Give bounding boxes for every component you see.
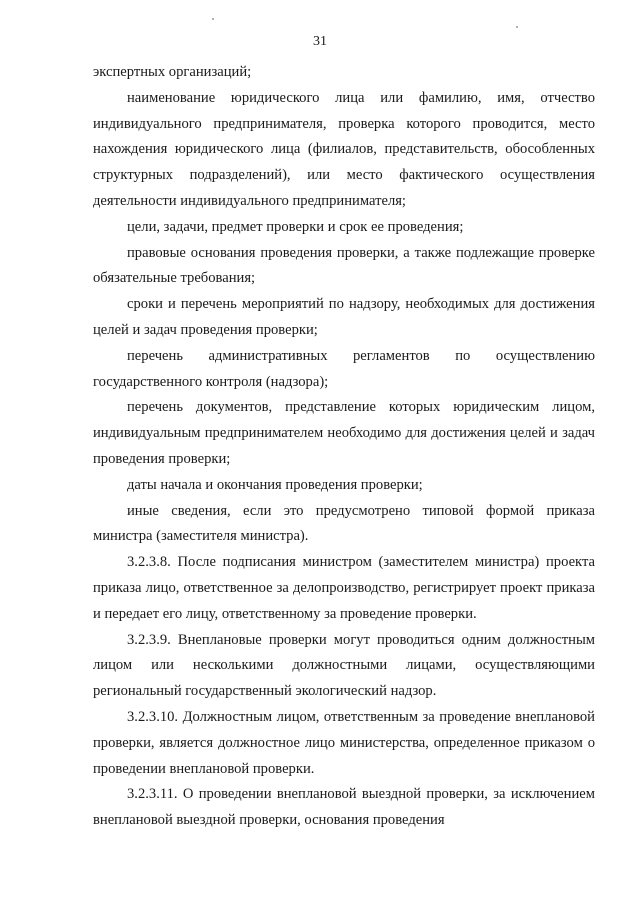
- paragraph: экспертных организаций;: [93, 64, 252, 80]
- paragraph: наименование юридического лица или фамилию, имя, отчество индивидуального предпринимателя, проверка которого проводится, место нахождения юридического лица (филиалов, представительств, обособленных структурных подразделений), или место фактического осуществления деятельности индивидуального предпринимателя;: [93, 89, 595, 209]
- paragraph: 3.2.3.10. Должностным лицом, ответственным за проведение внеплановой проверки, является должностное лицо министерства, определенное приказом о проведении внеплановой проверки.: [93, 708, 595, 777]
- paragraph: 3.2.3.8. После подписания министром (заместителем министра) проекта приказа лицо, ответственное за делопроизводство, регистрирует проект приказа и передает его лицу, ответственному за проведение проверки.: [93, 554, 595, 622]
- paragraph: иные сведения, если это предусмотрено типовой формой приказа министра (заместителя министра).: [93, 502, 595, 545]
- paragraph: 3.2.3.11. О проведении внеплановой выездной проверки, за исключением внеплановой выездной проверки, основания проведения: [93, 786, 595, 829]
- paragraph: даты начала и окончания проведения проверки;: [127, 476, 423, 493]
- scan-speck: [516, 26, 518, 28]
- document-body: [93, 60, 595, 834]
- paragraph: 3.2.3.9. Внеплановые проверки могут проводиться одним должностным лицом или несколькими должностными лицами, осуществляющими региональный государственный экологический надзор.: [93, 631, 595, 700]
- paragraph: перечень документов, представление которых юридическим лицом, индивидуальным предпринимателем необходимо для достижения целей и задач проведения проверки;: [93, 399, 595, 467]
- paragraph: цели, задачи, предмет проверки и срок ее проведения;: [127, 218, 464, 235]
- page-number: 31: [313, 34, 327, 49]
- paragraph: сроки и перечень мероприятий по надзору, необходимых для достижения целей и задач проведения проверки;: [93, 296, 595, 338]
- paragraph: правовые основания проведения проверки, а также подлежащие проверке обязательные требования;: [93, 244, 595, 287]
- scan-speck: [212, 18, 214, 20]
- paragraph: перечень административных регламентов по осуществлению государственного контроля (надзора);: [93, 347, 595, 390]
